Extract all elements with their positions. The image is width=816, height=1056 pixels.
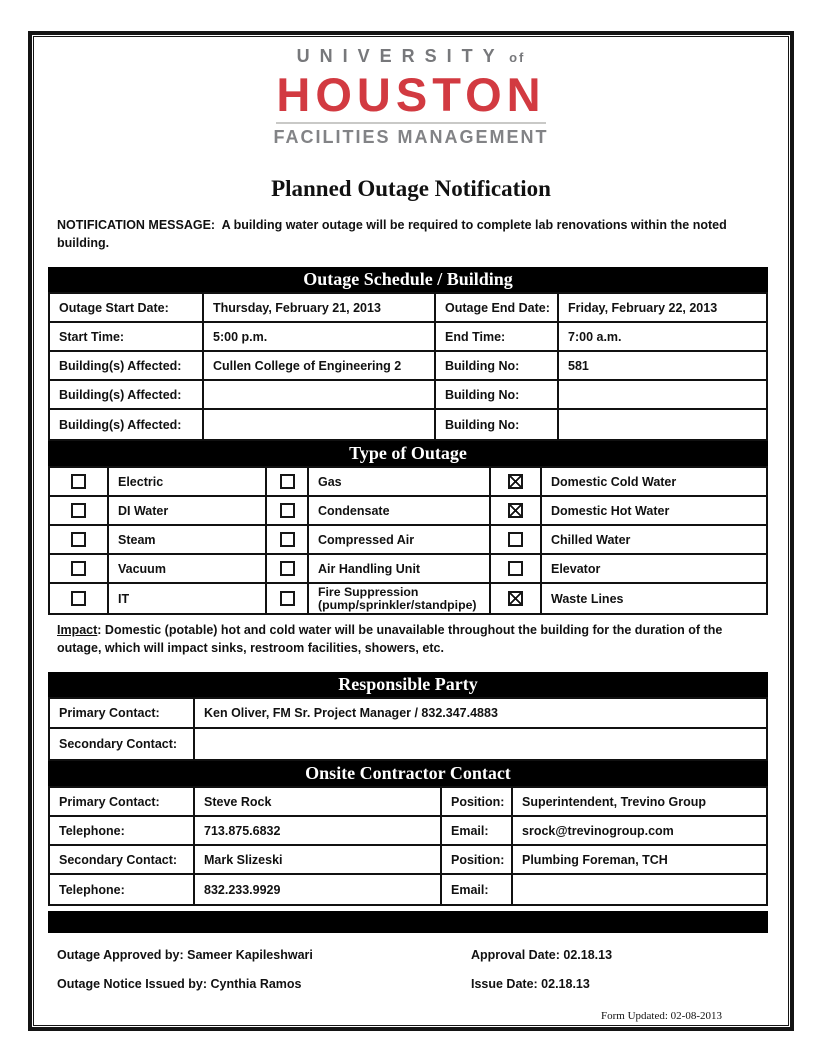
table-row: [50, 410, 766, 439]
logo-of-text: of: [509, 50, 526, 65]
contractor-table: [48, 786, 768, 906]
responsible-party-table: [48, 697, 768, 761]
impact-label: Impact: [57, 623, 98, 638]
checkbox-di-water[interactable]: [71, 503, 86, 518]
approval-row: [38, 948, 784, 962]
table-row: [50, 352, 766, 381]
outage-type-row: [50, 497, 766, 526]
outage-type-label: Steam: [107, 526, 265, 553]
outage-type-label: Condensate: [307, 497, 489, 524]
checkbox-steam[interactable]: [71, 532, 86, 547]
field-value: Thursday, February 21, 2013: [202, 294, 434, 321]
table-row: [50, 381, 766, 410]
table-row: [50, 875, 766, 904]
field-label: Primary Contact:: [59, 706, 160, 721]
checkbox-cell: [265, 584, 307, 613]
divider-bar: [48, 911, 768, 933]
field-label: Secondary Contact:: [59, 737, 178, 752]
impact-text: : Domestic (potable) hot and cold water will be unavailable throughout the building for the duration of the outage, which will impact sinks, restroom facilities, showers, etc.: [57, 623, 723, 655]
table-row: [50, 699, 766, 729]
page-title: Planned Outage Notification: [271, 176, 551, 201]
checkbox-cell: [265, 526, 307, 553]
issued-by: Outage Notice Issued by: Cynthia Ramos: [57, 977, 302, 992]
field-value: Cullen College of Engineering 2: [202, 352, 434, 379]
checkbox-cell: [50, 497, 107, 524]
approved-by: Outage Approved by: Sameer Kapileshwari: [57, 948, 313, 963]
field-label: Secondary Contact:: [59, 852, 178, 867]
field-label: Position:: [440, 846, 511, 873]
field-value: [193, 729, 766, 759]
section-header-outage-type: Type of Outage: [48, 441, 768, 466]
section-header-schedule: Outage Schedule / Building: [48, 267, 768, 292]
section-header-responsible: Responsible Party: [48, 672, 768, 697]
field-value: Friday, February 22, 2013: [557, 294, 766, 321]
notification-message: [57, 216, 754, 252]
uh-logo: [38, 47, 784, 146]
outage-type-label: Elevator: [540, 555, 766, 582]
field-value: Plumbing Foreman, TCH: [511, 846, 766, 873]
outage-type-row: [50, 555, 766, 584]
field-label: Start Time:: [59, 329, 125, 344]
field-value: [557, 410, 766, 439]
field-label: Email:: [440, 875, 511, 904]
checkbox-vacuum[interactable]: [71, 561, 86, 576]
checkbox-cell: [265, 497, 307, 524]
outage-type-label: Compressed Air: [307, 526, 489, 553]
outage-type-label: Domestic Hot Water: [540, 497, 766, 524]
field-value: Steve Rock: [193, 788, 440, 815]
outage-type-label: Gas: [307, 468, 489, 495]
field-label: Building(s) Affected:: [59, 417, 182, 432]
schedule-table: [48, 292, 768, 441]
outage-type-label: IT: [107, 584, 265, 613]
section-header-contractor: Onsite Contractor Contact: [48, 761, 768, 786]
logo-university-line: [38, 47, 784, 66]
field-value: Superintendent, Trevino Group: [511, 788, 766, 815]
notification-label: NOTIFICATION MESSAGE:: [57, 218, 216, 232]
outage-type-table: [48, 466, 768, 615]
field-value: 713.875.6832: [193, 817, 440, 844]
document-content: [34, 47, 788, 1022]
checkbox-cell: [489, 468, 540, 495]
field-value: 7:00 a.m.: [557, 323, 766, 350]
checkbox-cell: [50, 468, 107, 495]
checkbox-waste-lines[interactable]: [508, 591, 523, 606]
outage-type-label: DI Water: [107, 497, 265, 524]
table-row: [50, 788, 766, 817]
field-label: Outage Start Date:: [59, 300, 169, 315]
checkbox-domestic-cold-water[interactable]: [508, 474, 523, 489]
table-row: [50, 294, 766, 323]
checkbox-electric[interactable]: [71, 474, 86, 489]
checkbox-condensate[interactable]: [280, 503, 295, 518]
field-value: [202, 410, 434, 439]
approval-date: Approval Date: 02.18.13: [471, 948, 613, 963]
checkbox-it[interactable]: [71, 591, 86, 606]
field-label: Outage End Date:: [434, 294, 557, 321]
outage-type-label: Air Handling Unit: [307, 555, 489, 582]
checkbox-cell: [489, 584, 540, 613]
checkbox-cell: [489, 555, 540, 582]
field-value: 5:00 p.m.: [202, 323, 434, 350]
field-label: Telephone:: [59, 882, 125, 897]
field-label: Building No:: [434, 410, 557, 439]
field-label: Primary Contact:: [59, 794, 160, 809]
checkbox-cell: [265, 468, 307, 495]
table-row: [50, 817, 766, 846]
checkbox-air-handling-unit[interactable]: [280, 561, 295, 576]
field-label: Position:: [440, 788, 511, 815]
logo-houston-text: HOUSTON: [276, 68, 546, 121]
outage-type-row: [50, 584, 766, 613]
field-label: Telephone:: [59, 823, 125, 838]
field-label: Building(s) Affected:: [59, 387, 182, 402]
logo-divider: [276, 122, 546, 124]
field-label: End Time:: [434, 323, 557, 350]
field-label: Building No:: [434, 352, 557, 379]
table-row: [50, 729, 766, 759]
outage-type-row: [50, 526, 766, 555]
page-border-inner: [33, 36, 789, 1026]
checkbox-cell: [489, 497, 540, 524]
field-value: 832.233.9929: [193, 875, 440, 904]
checkbox-elevator[interactable]: [508, 561, 523, 576]
checkbox-chilled-water[interactable]: [508, 532, 523, 547]
logo-department-text: FACILITIES MANAGEMENT: [273, 127, 549, 147]
issue-date: Issue Date: 02.18.13: [471, 977, 590, 992]
form-updated-note: Form Updated: 02-08-2013: [601, 1010, 722, 1023]
field-value: Ken Oliver, FM Sr. Project Manager / 832.347.4883: [193, 699, 766, 727]
checkbox-cell: [50, 555, 107, 582]
outage-type-label: Electric: [107, 468, 265, 495]
page-border: [28, 31, 794, 1031]
field-label: Building No:: [434, 381, 557, 408]
checkbox-domestic-hot-water[interactable]: [508, 503, 523, 518]
checkbox-compressed-air[interactable]: [280, 532, 295, 547]
field-value: [202, 381, 434, 408]
field-value: srock@trevinogroup.com: [511, 817, 766, 844]
field-value: [511, 875, 766, 904]
outage-type-label: Vacuum: [107, 555, 265, 582]
issue-row: [38, 977, 784, 991]
notification-text: A building water outage will be required to complete lab renovations within the noted building.: [57, 218, 727, 251]
checkbox-gas[interactable]: [280, 474, 295, 489]
field-label: Email:: [440, 817, 511, 844]
outage-type-label: Chilled Water: [540, 526, 766, 553]
outage-type-label: Waste Lines: [540, 584, 766, 613]
checkbox-cell: [50, 584, 107, 613]
field-value: Mark Slizeski: [193, 846, 440, 873]
outage-type-row: [50, 468, 766, 497]
table-row: [50, 323, 766, 352]
checkbox-cell: [489, 526, 540, 553]
checkbox-fire-suppression[interactable]: [280, 591, 295, 606]
field-label: Building(s) Affected:: [59, 358, 182, 373]
outage-type-label: Domestic Cold Water: [540, 468, 766, 495]
checkbox-cell: [50, 526, 107, 553]
table-row: [50, 846, 766, 875]
field-value: [557, 381, 766, 408]
logo-university-text: UNIVERSITY: [296, 46, 505, 66]
checkbox-cell: [265, 555, 307, 582]
impact-note: [57, 622, 756, 657]
outage-type-label: Fire Suppression (pump/sprinkler/standpipe): [307, 584, 489, 613]
field-value: 581: [557, 352, 766, 379]
